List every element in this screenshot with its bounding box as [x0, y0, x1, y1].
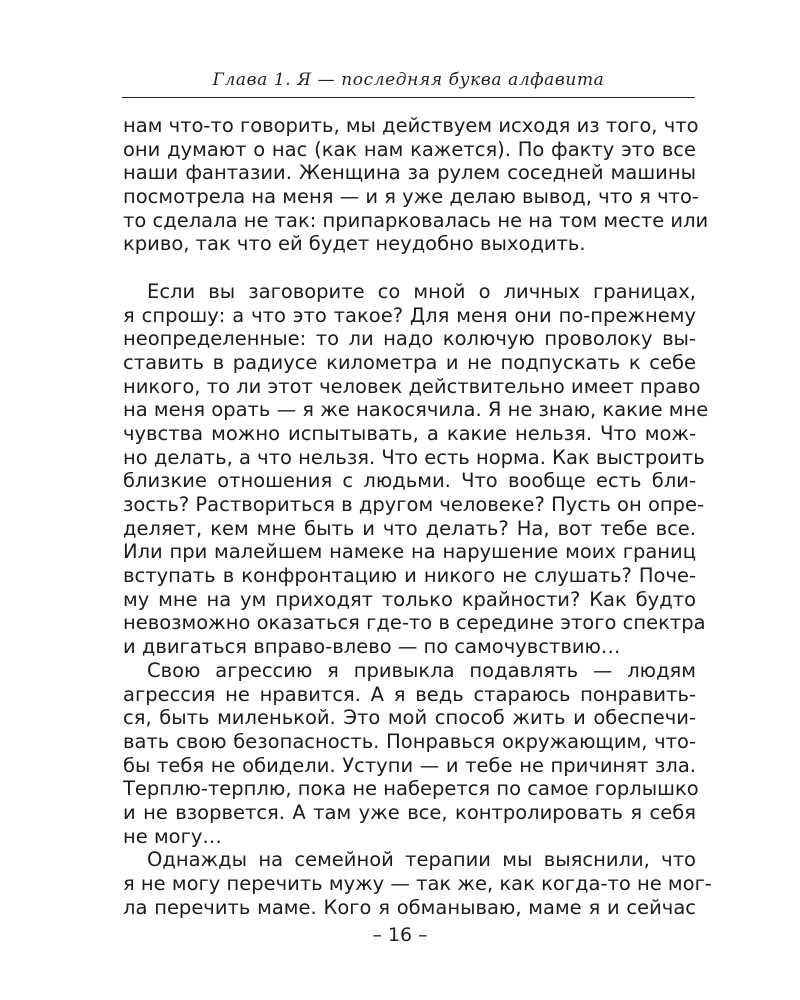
text-line: Терплю-терплю, пока не наберется по самое горлышко [123, 777, 699, 801]
text-line: невозможно оказаться где-то в середине этого спектра [123, 611, 706, 635]
text-line: агрессия не нравится. А я ведь стараюсь понравить- [123, 682, 696, 706]
text-line: ставить в радиусе километра и не подпускать к себе [123, 350, 696, 374]
text-line: ла перечить маме. Кого я обманываю, маме я и сейчас [123, 895, 696, 919]
text-line: близкие отношения с людьми. Что вообще есть бли- [123, 469, 696, 493]
text-line: и двигаться вправо-влево — по самочувствию… [123, 635, 621, 659]
text-line: я не могу перечить мужу — так же, как когда-то не мог- [123, 872, 712, 895]
running-head: Глава 1. Я — последняя буква алфавита [212, 70, 605, 90]
text-line: бы тебя не обидели. Уступи — и тебе не причинят зла. [123, 753, 696, 777]
text-line: вать свою безопасность. Понравься окружающим, что- [123, 729, 696, 753]
text-line: нам что-то говорить, мы действуем исходя из того, что [123, 114, 699, 137]
body-text [123, 114, 712, 919]
text-line: деляет, кем мне быть и что делать? На, вот тебе все. [123, 516, 696, 540]
text-line: криво, так что ей будет неудобно выходить. [123, 232, 586, 256]
text-line: я спрошу: а что это такое? Для меня они по-прежнему [123, 303, 696, 327]
text-line: зость? Раствориться в другом человеке? Пусть он опре- [123, 493, 705, 516]
text-line: му мне на ум приходят только крайности? Как будто [123, 587, 696, 611]
text-line: посмотрела на меня — и я уже делаю вывод, что я что- [123, 185, 699, 209]
text-line: на меня орать — я же накосячила. Я не знаю, какие мне [123, 398, 709, 422]
page-number: – 16 – [372, 924, 428, 946]
text-line: неопределенные: то ли надо колючую проволоку вы- [123, 327, 696, 351]
text-line: Или при малейшем намеке на нарушение моих границ [123, 540, 696, 564]
text-line: никого, то ли этот человек действительно имеет право [123, 374, 701, 398]
text-line: то сделала не так: припарковалась не на том месте или [123, 208, 709, 232]
text-line: ся, быть миленькой. Это мой способ жить и обеспечи- [123, 706, 696, 730]
paragraph-gap [123, 256, 696, 280]
text-line: не могу… [123, 824, 222, 848]
text-line: но делать, а что нельзя. Что есть норма. Как выстроить [123, 445, 705, 469]
text-line: наши фантазии. Женщина за рулем соседней машины [123, 161, 696, 185]
text-line: Свою агрессию я привыкла подавлять — людям [147, 658, 696, 682]
header-rule [122, 97, 695, 98]
text-line: вступать в конфронтацию и никого не слушать? Поче- [123, 564, 696, 588]
text-line: чувства можно испытывать, а какие нельзя. Что мож- [123, 421, 696, 445]
text-line: и не взорвется. А там уже все, контролировать я себя [123, 800, 696, 824]
text-line: Если вы заговорите со мной о личных границах, [147, 279, 696, 303]
text-line: они думают о нас (как нам кажется). По факту это все [123, 137, 696, 161]
text-line: Однажды на семейной терапии мы выяснили, что [147, 848, 696, 872]
